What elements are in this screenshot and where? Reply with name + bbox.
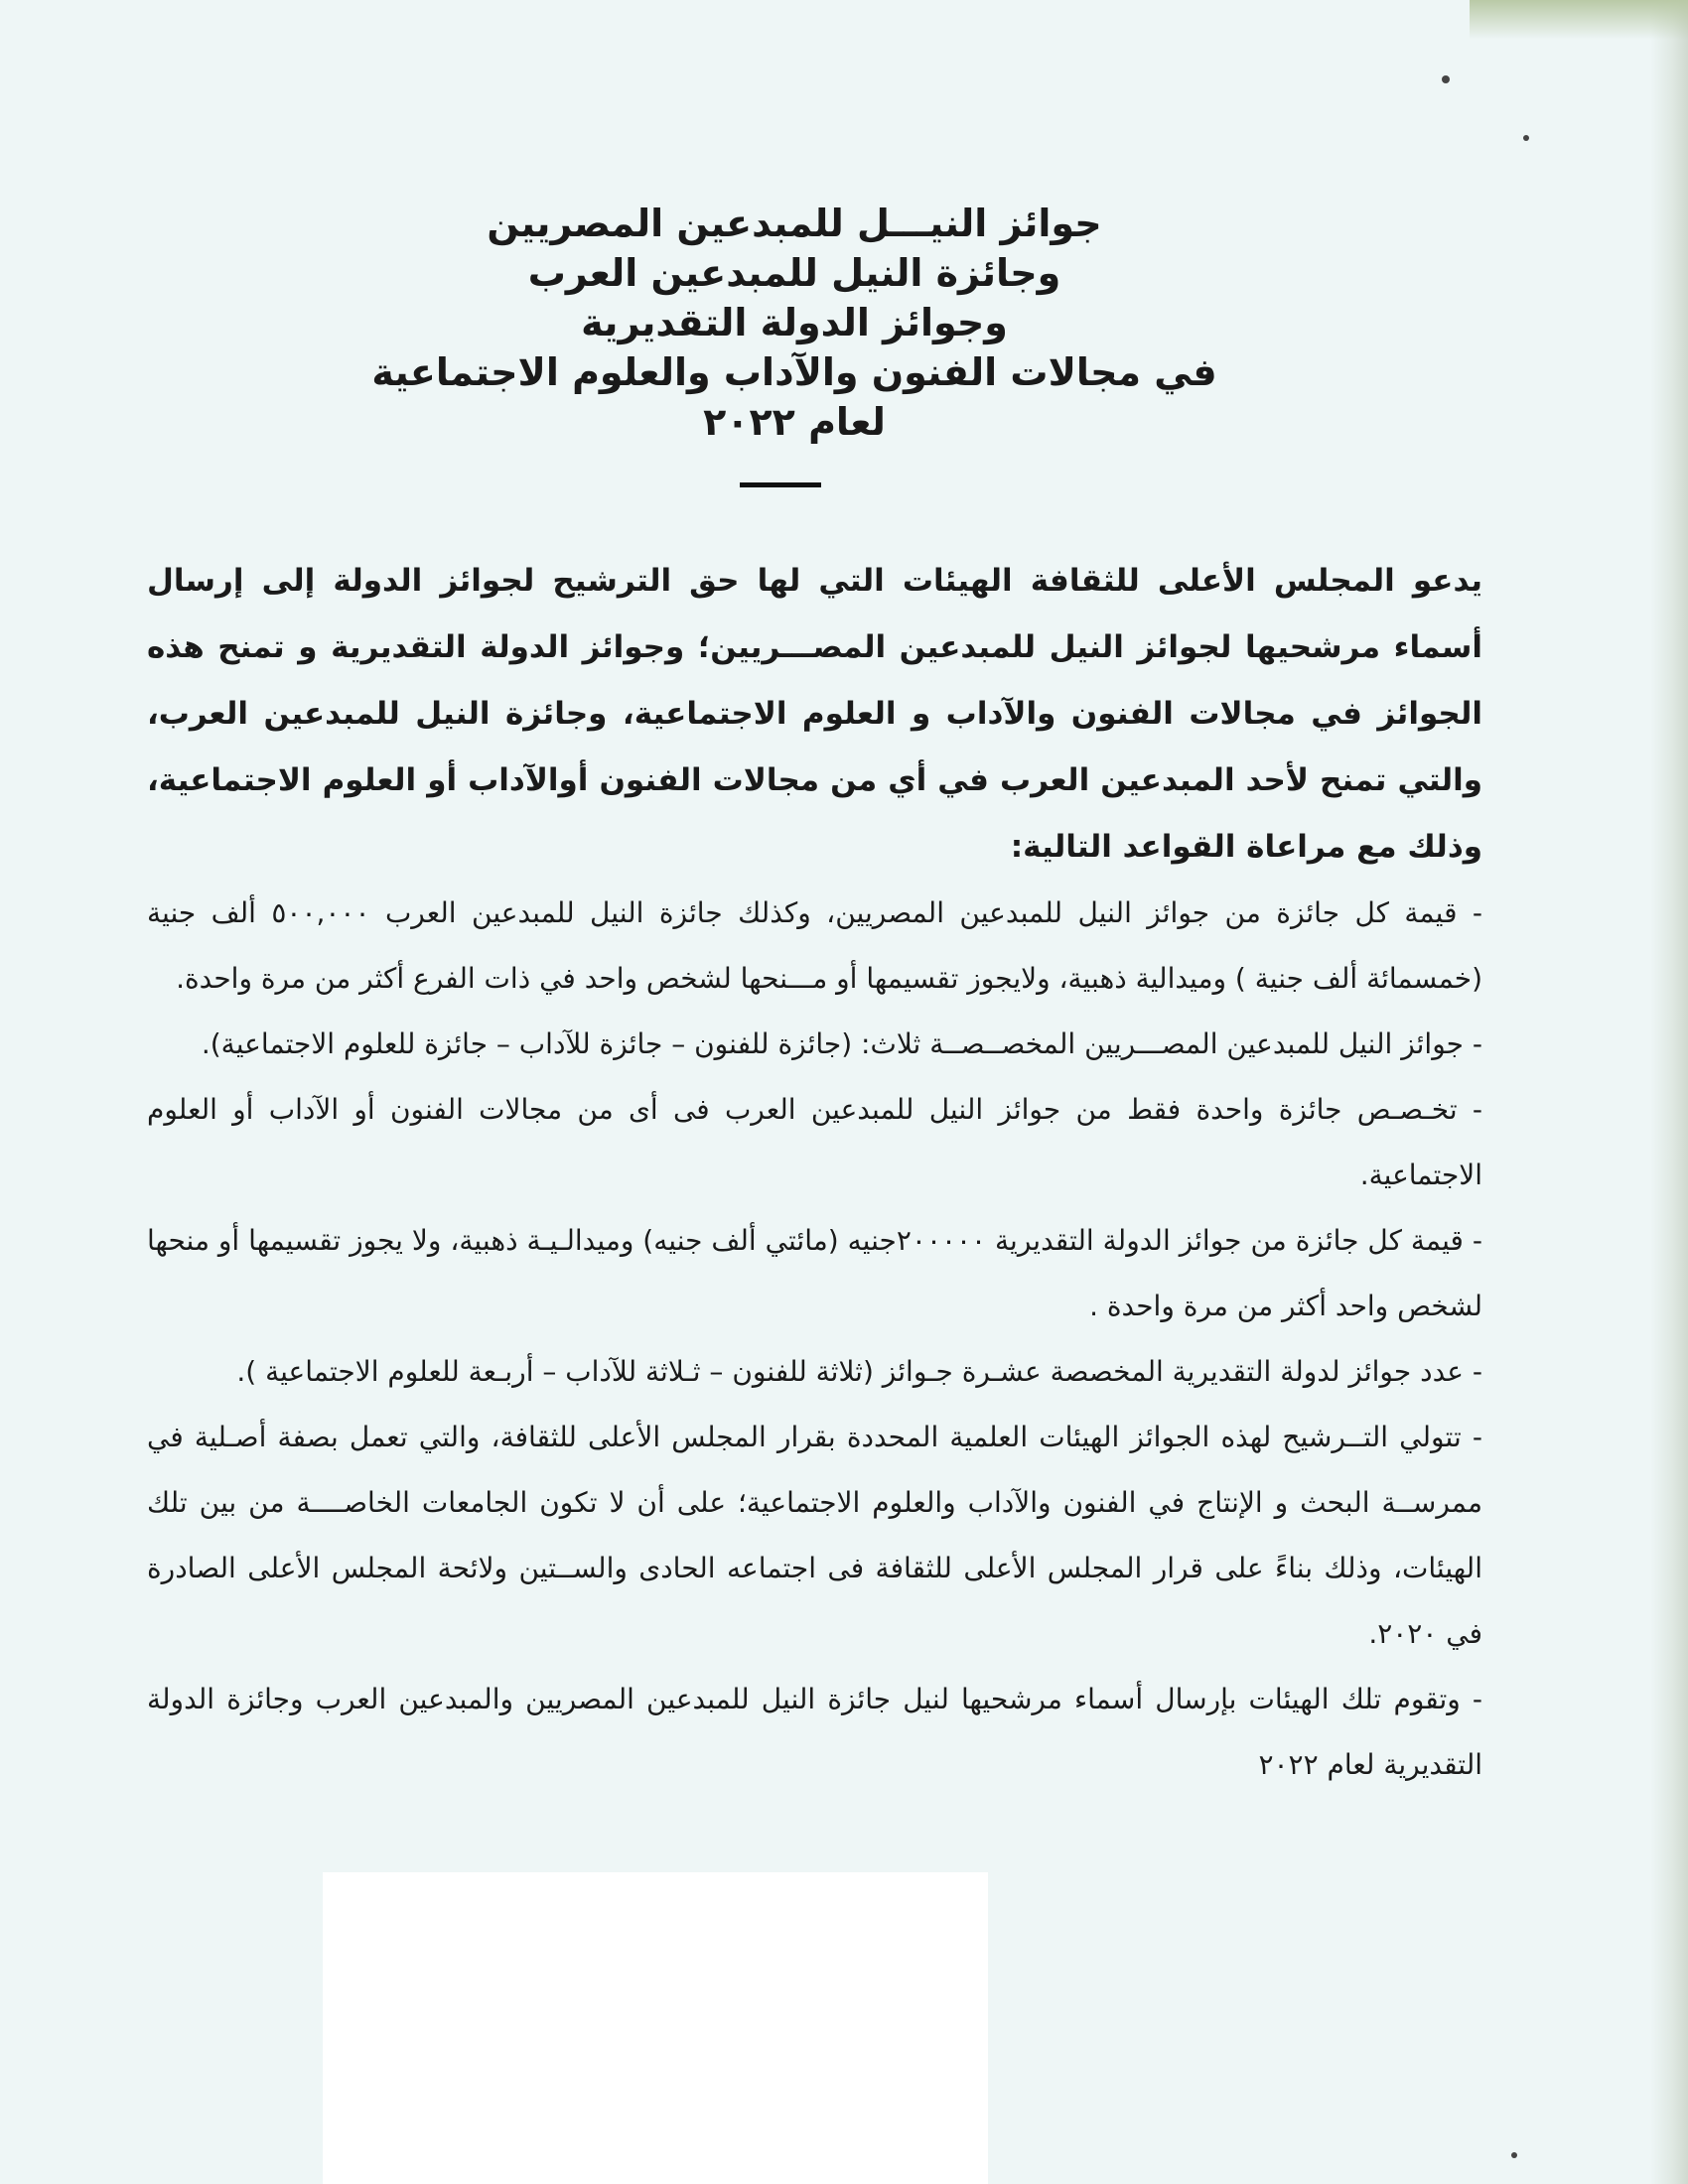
rule-item: - قيمة كل جائزة من جوائز النيل للمبدعين المصريين، وكذلك جائزة النيل للمبدعين العرب ٥٠٠,٠٠٠ ألف جنية (خمسمائة ألف جنية ) وميدالية ذهبية، ولايجوز تقسيمها أو مـــنحها لشخص واحد في ذات الفرع أكثر من مرة واحدة. bbox=[147, 896, 1482, 995]
scan-speck bbox=[1523, 135, 1529, 141]
scan-edge-shadow bbox=[1650, 0, 1688, 2184]
intro-paragraph: يدعو المجلس الأعلى للثقافة الهيئات التي لها حق الترشيح لجوائز الدولة إلى إرسال أسماء مرشحيها لجوائز النيل للمبدعين المصـــريين؛ وجوائز الدولة التقديرية و تمنح هذه الجوائز في مجالات الفنون والآداب و العلوم الاجتماعية، وجائزة النيل للمبدعين العرب، والتي تمنح لأحد المبدعين العرب في أي من مجالات الفنون أوالآداب أو العلوم الاجتماعية، وذلك مع مراعاة القواعد التالية: bbox=[147, 563, 1482, 865]
title-divider bbox=[740, 482, 821, 487]
rule-item: - قيمة كل جائزة من جوائز الدولة التقديرية ٢٠٠٠٠٠جنيه (مائتي ألف جنيه) وميدالـيـة ذهبية، ولا يجوز تقسيمها أو منحها لشخص واحد أكثر من مرة واحدة . bbox=[147, 1224, 1482, 1322]
title-line-5: لعام ٢٠٢٢ bbox=[703, 400, 886, 444]
rule-item: - عدد جوائز لدولة التقديرية المخصصة عشـرة جـوائز (ثلاثة للفنون – ثـلاثة للآداب – أربـعة للعلوم الاجتماعية ). bbox=[236, 1355, 1482, 1388]
blank-paper-patch bbox=[323, 1872, 988, 2184]
document-body bbox=[147, 548, 1482, 1798]
title-line-4: في مجالات الفنون والآداب والعلوم الاجتماعية bbox=[371, 350, 1217, 394]
scan-speck bbox=[1442, 75, 1450, 83]
title-line-1: جوائز النيـــل للمبدعين المصريين bbox=[487, 202, 1102, 245]
rule-item: - تتولي التــرشيح لهذه الجوائز الهيئات العلمية المحددة بقرار المجلس الأعلى للثقافة، والتي تعمل بصفة أصـلية في ممرســة البحث و الإنتاج في الفنون والآداب والعلوم الاجتماعية؛ على أن لا تكون الجامعات الخاصــــة من بين تلك الهيئات، وذلك بناءً على قرار المجلس الأعلى للثقافة فى اجتماعه الحادى والســتين ولائحة المجلس الأعلى الصادرة في ٢٠٢٠. bbox=[147, 1421, 1482, 1650]
title-line-3: وجوائز الدولة التقديرية bbox=[581, 301, 1008, 344]
title-line-2: وجائزة النيل للمبدعين العرب bbox=[527, 251, 1061, 295]
rule-item: - تخـصـص جائزة واحدة فقط من جوائز النيل للمبدعين العرب فى أى من مجالات الفنون أو الآداب أو العلوم الاجتماعية. bbox=[147, 1093, 1482, 1191]
rule-item: - جوائز النيل للمبدعين المصـــريين المخصــصــة ثلاث: (جائزة للفنون – جائزة للآداب – جائزة للعلوم الاجتماعية). bbox=[201, 1027, 1482, 1060]
document-title bbox=[298, 199, 1291, 447]
rule-item: - وتقوم تلك الهيئات بإرسال أسماء مرشحيها لنيل جائزة النيل للمبدعين المصريين والمبدعين العرب وجائزة الدولة التقديرية لعام ٢٠٢٢ bbox=[147, 1683, 1482, 1781]
scan-speck bbox=[1511, 2152, 1517, 2158]
scan-corner-tint bbox=[1470, 0, 1688, 40]
